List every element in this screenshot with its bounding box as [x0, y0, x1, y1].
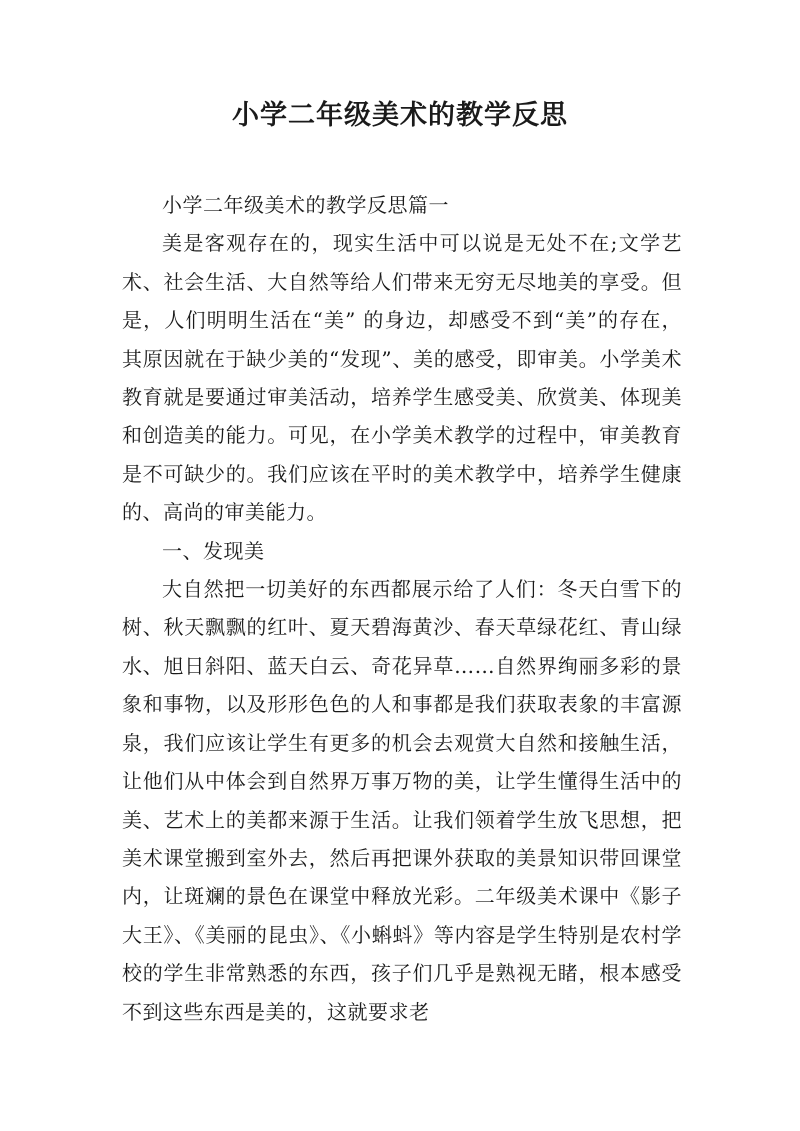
body-paragraph: 美是客观存在的，现实生活中可以说是无处不在;文学艺术、社会生活、大自然等给人们带来无穷无尽地美的享受。但是，人们明明生活在“美” 的身边，却感受不到“美”的存在，其原因就在于缺少美的“发现”、美的感受，即审美。小学美术教育就是要通过审美活动，培养学生感受美、欣赏美、体现美和创造美的能力。可见，在小学美术教学的过程中，审美教育是不可缺少的。我们应该在平时的美术教学中，培养学生健康的、高尚的审美能力。 — [122, 231, 682, 525]
document-title: 小学二年级美术的教学反思 — [232, 100, 568, 131]
body-paragraph: 大自然把一切美好的东西都展示给了人们：冬天白雪下的树、秋天飘飘的红叶、夏天碧海黄沙、春天草绿花红、青山绿水、旭日斜阳、蓝天白云、奇花异草……自然界绚丽多彩的景象和事物，以及形形色色的人和事都是我们获取表象的丰富源泉，我们应该让学生有更多的机会去观赏大自然和接触生活，让他们从中体会到自然界万事万物的美，让学生懂得生活中的美、艺术上的美都来源于生活。让我们领着学生放飞思想，把美术课堂搬到室外去，然后再把课外获取的美景知识带回课堂内，让斑斓的景色在课堂中释放光彩。二年级美术课中《影子大王》、《美丽的昆虫》、《小蝌蚪》等内容是学生特别是农村学校的学生非常熟悉的东西，孩子们几乎是熟视无睹，根本感受不到这些东西是美的，这就要求老 — [122, 577, 682, 1024]
document-body — [122, 186, 682, 1031]
section-heading: 小学二年级美术的教学反思篇一 — [162, 193, 449, 217]
section-heading: 一、发现美 — [162, 538, 265, 563]
